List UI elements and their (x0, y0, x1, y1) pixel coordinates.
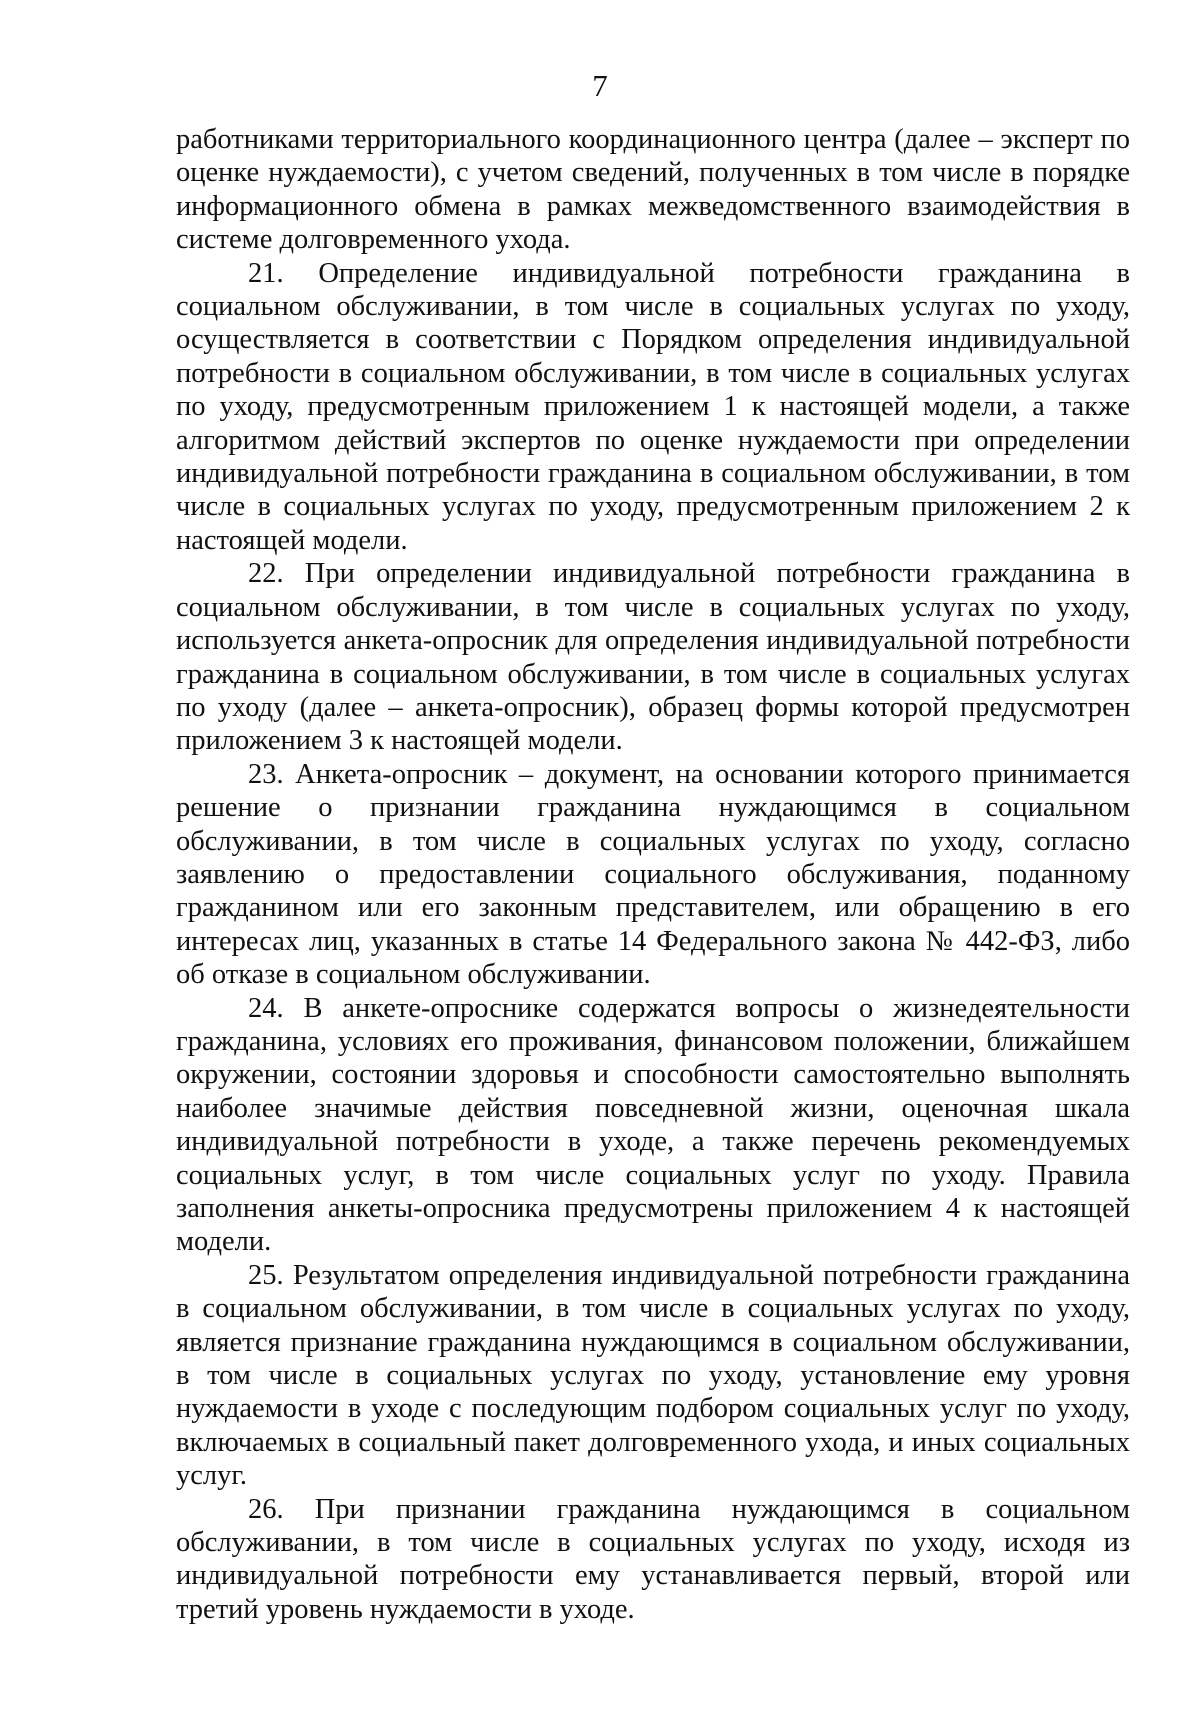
paragraph-25: 25. Результатом определения индивидуальной потребности гражданина в социальном обслуживании, в том числе в социальных услугах по уходу, является признание гражданина нуждающимся в социальном обслуживании, в том числе в социальных услугах по уходу, установление ему уровня нуждаемости в уходе с последующим подбором социальных услуг по уходу, включаемых в социальный пакет долговременного ухода, и иных социальных услуг. (176, 1259, 1130, 1492)
paragraph-24: 24. В анкете-опроснике содержатся вопросы о жизнедеятельности гражданина, условиях его проживания, финансовом положении, ближайшем окружении, состоянии здоровья и способности самостоятельно выполнять наиболее значимые действия повседневной жизни, оценочная шкала индивидуальной потребности в уходе, а также перечень рекомендуемых социальных услуг, в том числе социальных услуг по уходу. Правила заполнения анкеты-опросника предусмотрены приложением 4 к настоящей модели. (176, 992, 1130, 1258)
paragraph-continuation: работниками территориального координационного центра (далее – эксперт по оценке нуждаемости), с учетом сведений, полученных в том числе в порядке информационного обмена в рамках межведомственного взаимодействия в системе долговременного ухода. (176, 124, 1130, 256)
document-body (176, 123, 1130, 1626)
paragraph-21: 21. Определение индивидуальной потребности гражданина в социальном обслуживании, в том числе в социальных услугах по уходу, осуществляется в соответствии с Порядком определения индивидуальной потребности в социальном обслуживании, в том числе в социальных услугах по уходу, предусмотренным приложением 1 к настоящей модели, а также алгоритмом действий экспертов по оценке нуждаемости при определении индивидуальной потребности гражданина в социальном обслуживании, в том числе в социальных услугах по уходу, предусмотренным приложением 2 к настоящей модели. (176, 257, 1130, 556)
paragraph-23: 23. Анкета-опросник – документ, на основании которого принимается решение о признании гражданина нуждающимся в социальном обслуживании, в том числе в социальных услугах по уходу, согласно заявлению о предоставлении социального обслуживания, поданному гражданином или его законным представителем, или обращению в его интересах лиц, указанных в статье 14 Федерального закона № 442-ФЗ, либо об отказе в социальном обслуживании. (176, 758, 1130, 991)
paragraph-22: 22. При определении индивидуальной потребности гражданина в социальном обслуживании, в том числе в социальных услугах по уходу, используется анкета-опросник для определения индивидуальной потребности гражданина в социальном обслуживании, в том числе в социальных услугах по уходу (далее – анкета-опросник), образец формы которой предусмотрен приложением 3 к настоящей модели. (176, 558, 1130, 757)
page-number: 7 (592, 68, 608, 103)
paragraph-26: 26. При признании гражданина нуждающимся в социальном обслуживании, в том числе в социальных услугах по уходу, исходя из индивидуальной потребности ему устанавливается первый, второй или третий уровень нуждаемости в уходе. (176, 1493, 1130, 1625)
